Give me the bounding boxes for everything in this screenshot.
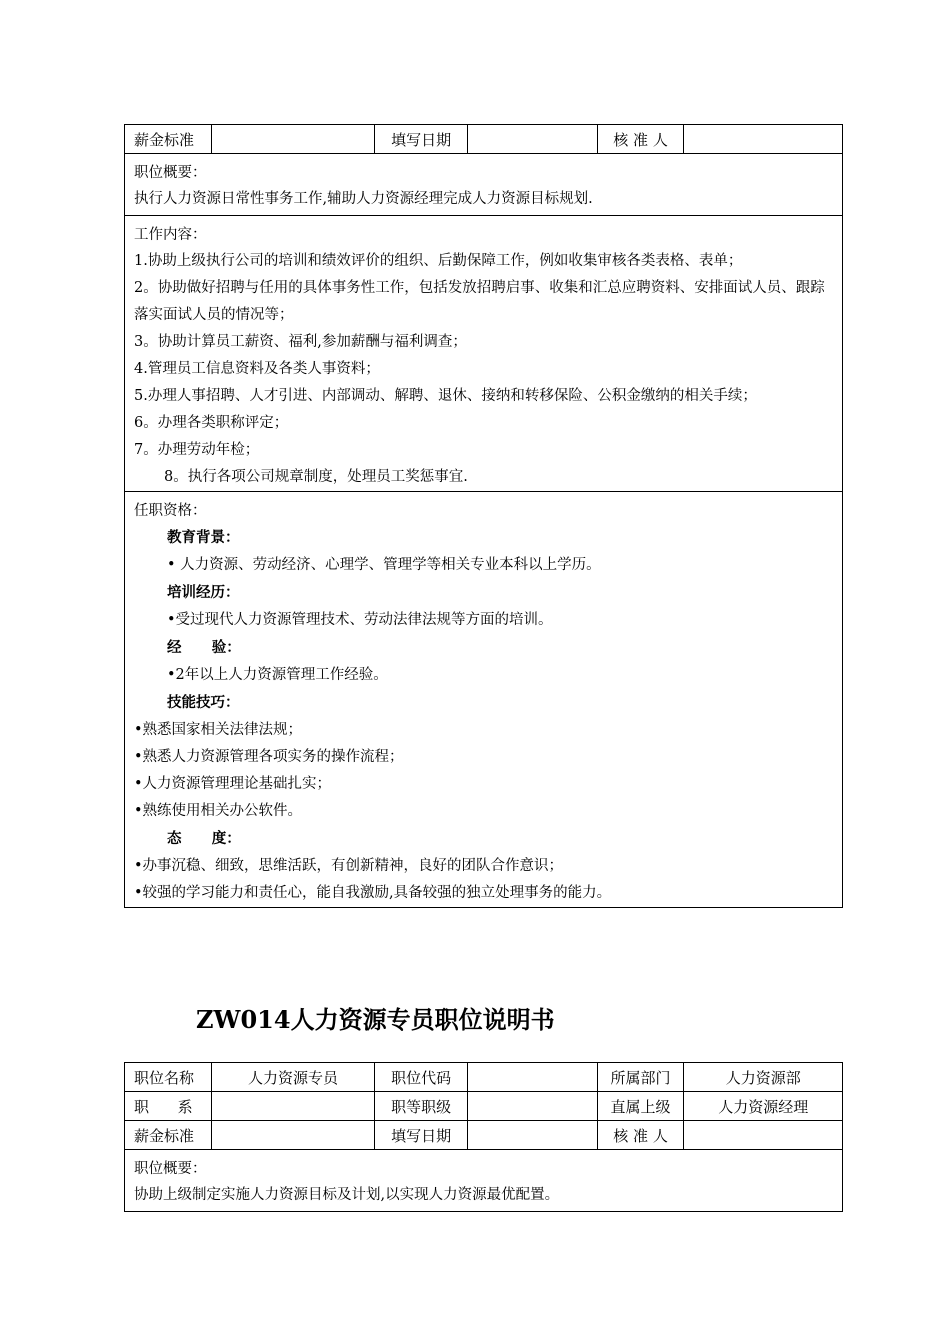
work-content-section [125,216,842,492]
qualifications-heading: 任职资格： [134,503,207,519]
label-grade: 职等职级 [375,1092,468,1120]
attitude-item: •较强的学习能力和责任心，能自我激励,具备较强的独立处理事务的能力。 [134,885,612,901]
job-summary-heading: 职位概要： [134,1161,207,1177]
education-text: • 人力资源、劳动经济、心理学、管理学等相关专业本科以上学历。 [167,557,601,573]
label-approver: 核 准 人 [598,125,685,153]
job-table-previous [124,124,843,908]
document-title: ZW014人力资源专员职位说明书 [196,1005,555,1034]
skill-item: •熟悉国家相关法律法规； [134,722,303,738]
job-table-hr-specialist [124,1062,843,1212]
label-salary: 薪金标准 [125,1121,212,1149]
value-position-code [468,1063,598,1091]
value-salary [212,125,376,153]
label-position-code: 职位代码 [375,1063,468,1091]
job-summary-section [125,1150,842,1211]
label-department: 所属部门 [598,1063,685,1091]
label-supervisor: 直属上级 [598,1092,685,1120]
work-content-heading: 工作内容： [134,227,207,243]
value-salary [212,1121,376,1149]
work-item: 7。办理劳动年检； [134,442,260,458]
work-item: 2。协助做好招聘与任用的具体事务性工作，包括发放招聘启事、收集和汇总应聘资料、安排面试人员、跟踪落实面试人员的情况等； [134,280,825,323]
job-summary-heading: 职位概要： [134,165,207,181]
value-fill-date [468,1121,598,1149]
education-heading: 教育背景： [167,530,240,546]
label-position-name: 职位名称 [125,1063,212,1091]
skill-item: •人力资源管理理论基础扎实； [134,776,332,792]
job-summary-text: 执行人力资源日常性事务工作,辅助人力资源经理完成人力资源目标规划. [134,191,593,207]
value-approver [684,125,842,153]
info-row-position [125,1063,842,1092]
work-item: 4.管理员工信息资料及各类人事资料； [134,361,380,377]
training-text: •受过现代人力资源管理技术、劳动法律法规等方面的培训。 [167,612,553,628]
qualifications-section [125,492,842,907]
experience-heading: 经 验： [167,640,241,656]
info-row-salary [125,125,842,154]
label-fill-date: 填写日期 [375,1121,468,1149]
work-item: 3。协助计算员工薪资、福利,参加薪酬与福利调查； [134,334,467,350]
skill-item: •熟练使用相关办公软件。 [134,803,303,819]
work-item: 1.协助上级执行公司的培训和绩效评价的组织、后勤保障工作，例如收集审核各类表格、表单； [134,253,743,269]
label-fill-date: 填写日期 [375,125,468,153]
value-department: 人力资源部 [725,1068,801,1087]
skill-item: •熟悉人力资源管理各项实务的操作流程； [134,749,404,765]
training-heading: 培训经历： [167,585,240,601]
skills-heading: 技能技巧： [167,695,240,711]
attitude-heading: 态 度： [167,831,241,847]
value-position-name: 人力资源专员 [212,1063,376,1091]
attitude-item: •办事沉稳、细致，思维活跃，有创新精神，良好的团队合作意识； [134,858,564,874]
label-job-series: 职 系 [125,1092,212,1120]
value-fill-date [468,125,598,153]
job-summary-text: 协助上级制定实施人力资源目标及计划,以实现人力资源最优配置。 [134,1187,560,1203]
label-approver: 核 准 人 [598,1121,685,1149]
label-salary: 薪金标准 [125,125,212,153]
value-supervisor: 人力资源经理 [718,1097,809,1116]
value-grade [468,1092,598,1120]
work-item: 8。执行各项公司规章制度，处理员工奖惩事宜. [164,469,468,485]
work-item: 5.办理人事招聘、人才引进、内部调动、解聘、退休、接纳和转移保险、公积金缴纳的相关手续； [134,388,757,404]
info-row-series [125,1092,842,1121]
job-summary-section [125,154,842,216]
value-job-series [212,1092,376,1120]
experience-text: •2年以上人力资源管理工作经验。 [167,667,388,683]
info-row-salary [125,1121,842,1150]
work-item: 6。办理各类职称评定； [134,415,289,431]
value-approver [684,1121,842,1149]
